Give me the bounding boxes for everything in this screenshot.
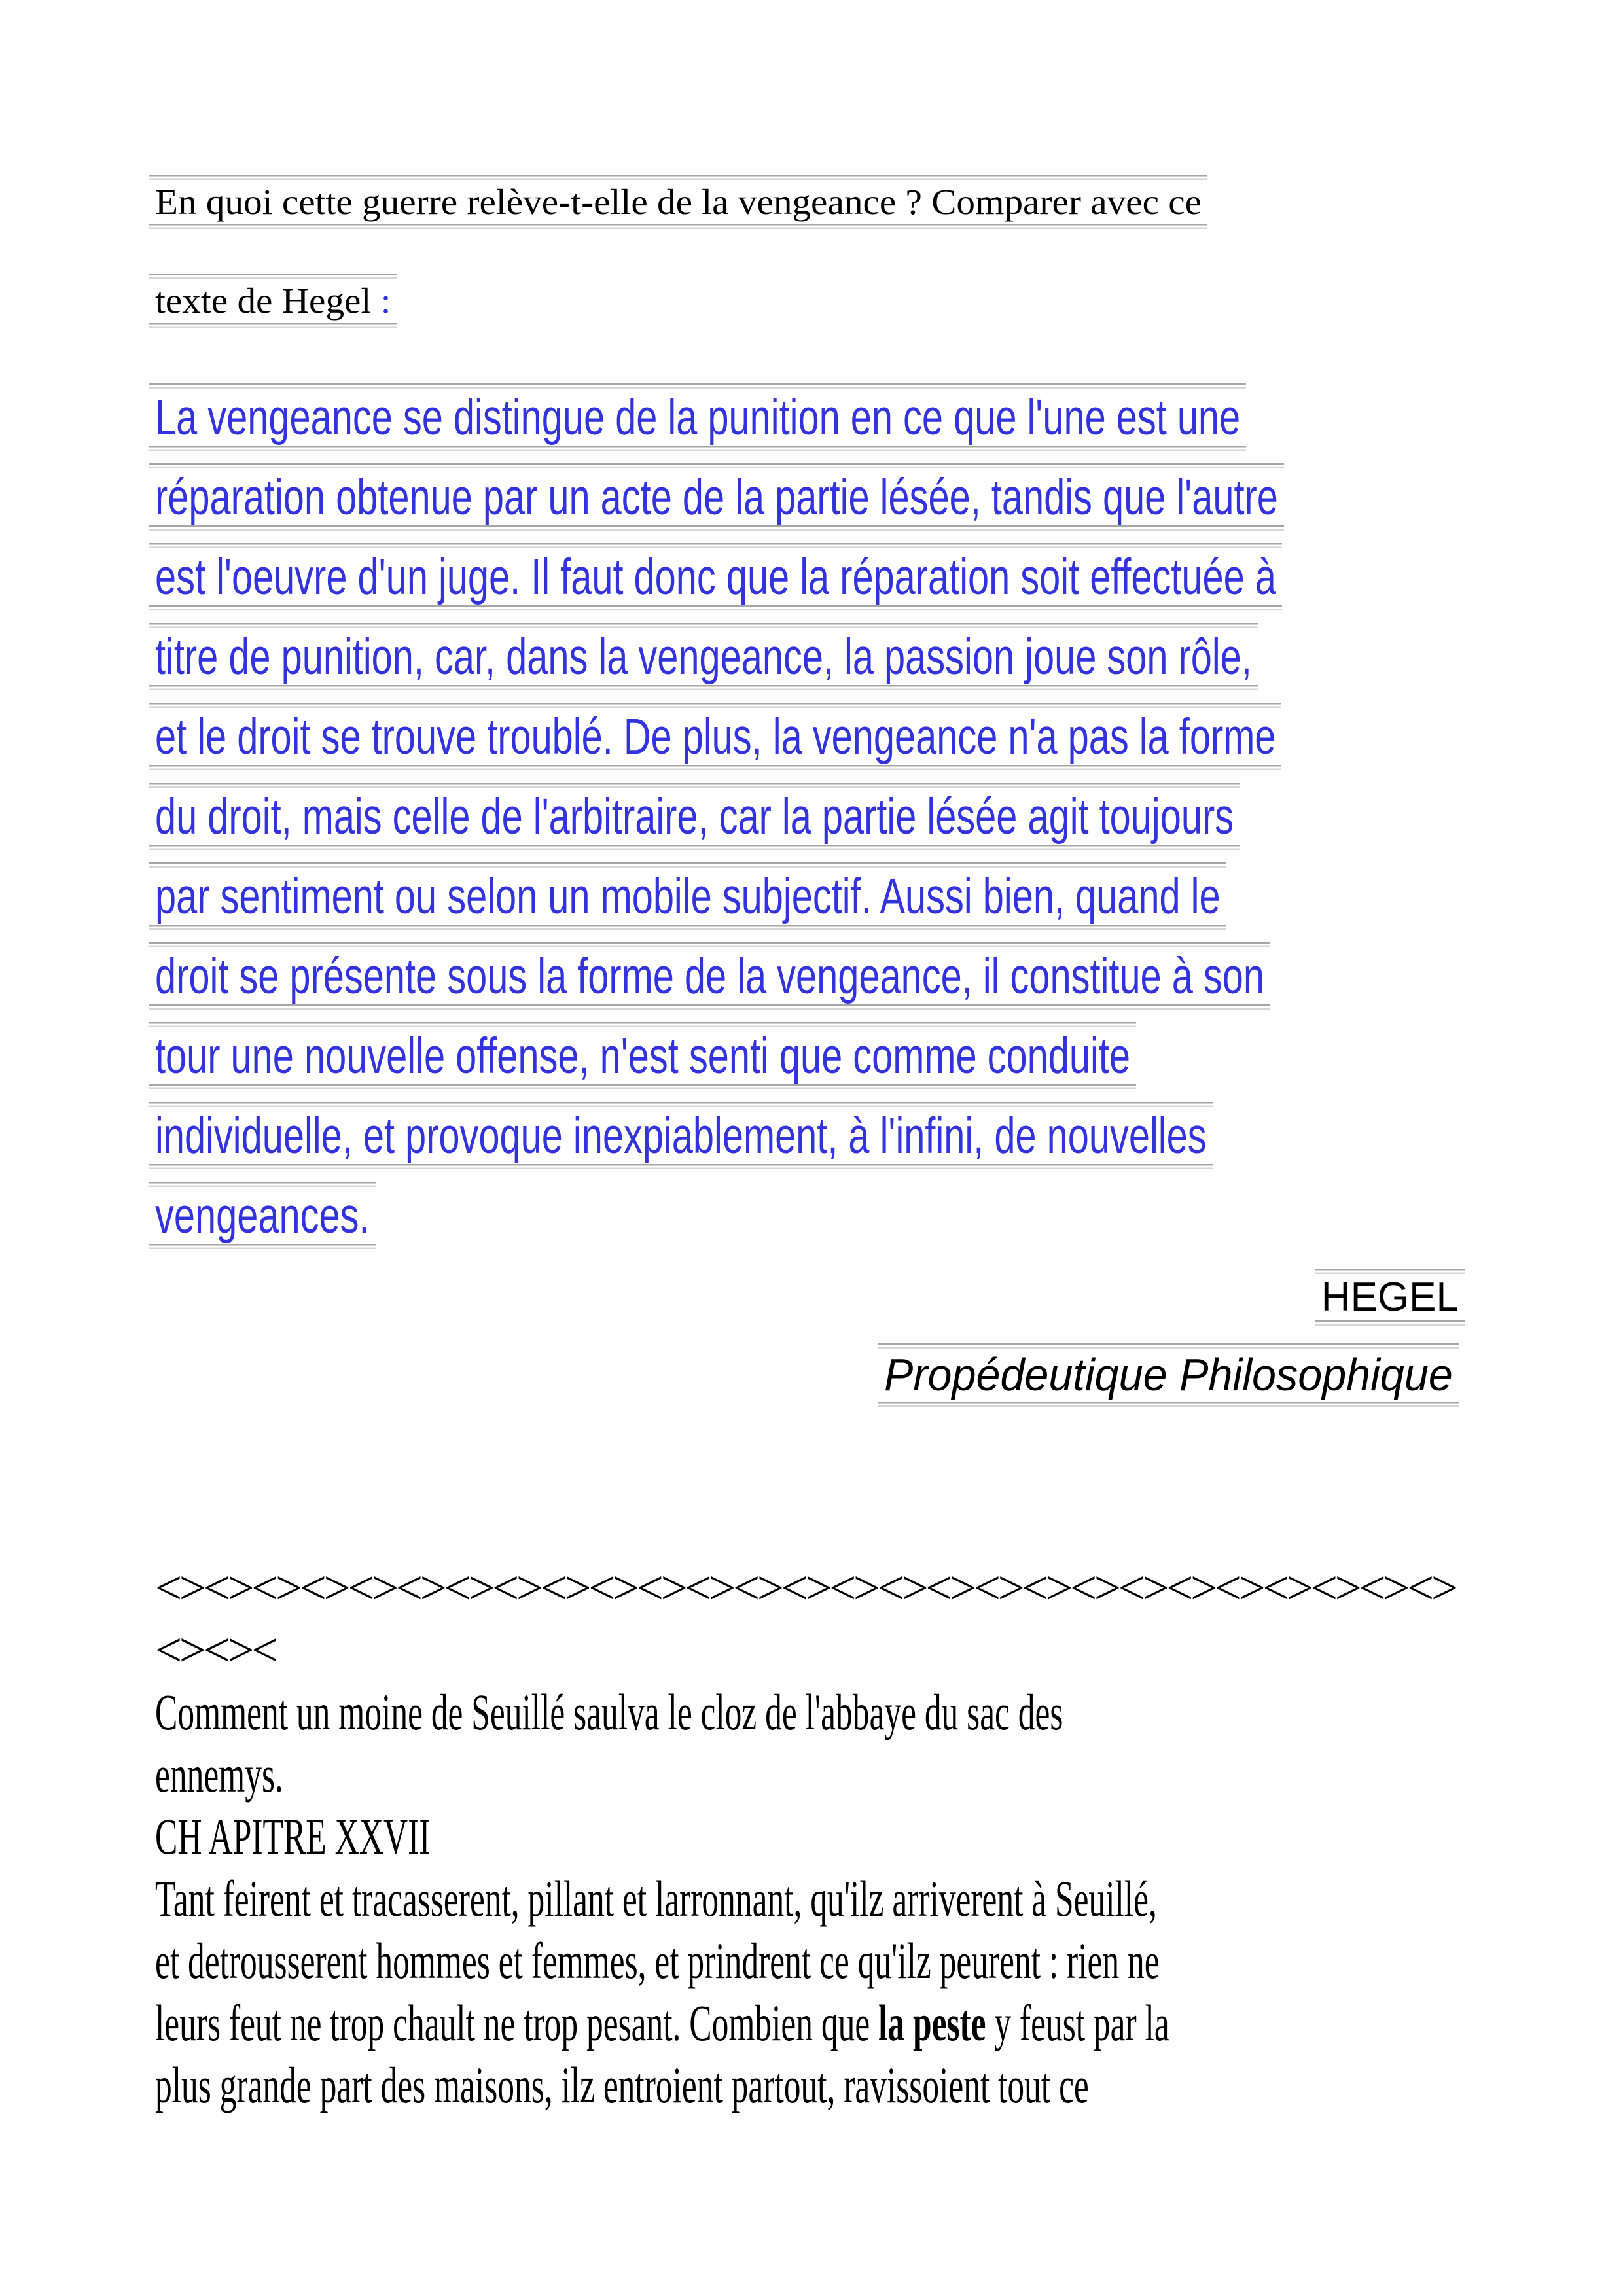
- body-line-text: Tant feirent et tracasserent, pillant et larronnant, qu'ilz arriverent à Seuillé,: [155, 1870, 1157, 1927]
- diamond-separator-row1: [155, 1557, 1465, 1619]
- divider-rule: [1315, 1320, 1465, 1326]
- question-line-text: En quoi cette guerre relève-t-elle de la vengeance ? Comparer avec ce: [155, 182, 1202, 222]
- divider-rule: [149, 383, 1246, 389]
- quote-line: [149, 703, 1281, 770]
- divider-rule: [149, 1102, 1213, 1107]
- divider-rule: [149, 525, 1284, 531]
- quote-line-text: La vengeance se distingue de la punition en ce que l'une est une: [155, 389, 1241, 446]
- quote-line: [149, 1182, 376, 1249]
- quote-line: [149, 1022, 1136, 1089]
- divider-rule: [149, 1022, 1136, 1027]
- attribution-author: HEGEL: [1321, 1275, 1459, 1320]
- question-line-text: [155, 279, 391, 323]
- divider-rule: [149, 224, 1207, 229]
- question-line: [149, 274, 397, 328]
- divider-rule: [878, 1343, 1459, 1349]
- quote-line-text: vengeances.: [155, 1188, 370, 1244]
- body-line-text: Comment un moine de Seuillé saulva le cloz de l'abbaye du sac des: [155, 1684, 1063, 1740]
- attribution-work-block: [149, 1343, 1465, 1407]
- quote-line-text: tour une nouvelle offense, n'est senti que comme conduite: [155, 1028, 1130, 1084]
- divider-rule: [149, 175, 1207, 180]
- question-line2-black: texte de Hegel: [155, 281, 372, 321]
- quote-line: [149, 1102, 1213, 1169]
- divider-rule: [149, 783, 1240, 788]
- body-line: [155, 1681, 1465, 1743]
- body-line6-post: y feust par la: [986, 1994, 1169, 2051]
- chapter-heading-text: CH APITRE XXVII: [155, 1808, 431, 1865]
- body-line-text: ennemys.: [155, 1746, 283, 1803]
- question-line: [149, 175, 1207, 229]
- diamond-separator-row2: [155, 1619, 1465, 1681]
- body-line: [155, 1992, 1465, 2054]
- divider-rule: [149, 623, 1258, 628]
- quote-line-text: titre de punition, car, dans la vengeance, la passion joue son rôle,: [155, 629, 1252, 685]
- divider-rule: [149, 685, 1258, 690]
- quote-line: [149, 623, 1258, 690]
- quote-line-text: individuelle, et provoque inexpiablement, à l'infini, de nouvelles: [155, 1108, 1207, 1164]
- quote-line-text: réparation obtenue par un acte de la partie lésée, tandis que l'autre: [155, 469, 1278, 525]
- divider-rule: [149, 845, 1240, 850]
- diamond-chain: <><><><><><><><><><><><><><><><><><><><><><><><><><><>: [155, 1561, 1455, 1614]
- divider-rule: [878, 1402, 1459, 1407]
- quote-line-text: par sentiment ou selon un mobile subjectif. Aussi bien, quand le: [155, 868, 1221, 925]
- quote-line: [149, 383, 1246, 451]
- quote-line: [149, 463, 1284, 531]
- quote-line: [149, 783, 1240, 850]
- hegel-quote-paragraph: [149, 383, 1465, 1249]
- divider-rule: [149, 862, 1226, 868]
- quote-line-text: est l'oeuvre d'un juge. Il faut donc que la réparation soit effectuée à: [155, 549, 1276, 605]
- attribution-author-line: [1315, 1269, 1465, 1326]
- body-line-text: et detrousserent hommes et femmes, et prindrent ce qu'ilz peurent : rien ne: [155, 1932, 1160, 1989]
- question-paragraph: [149, 175, 1465, 328]
- divider-rule: [149, 323, 397, 328]
- body-line: [155, 1867, 1465, 1930]
- quote-line-text: droit se présente sous la forme de la vengeance, il constitue à son: [155, 948, 1264, 1004]
- divider-rule: [1315, 1269, 1465, 1274]
- divider-rule: [149, 765, 1281, 770]
- divider-rule: [149, 605, 1282, 610]
- divider-rule: [149, 446, 1246, 451]
- divider-rule: [149, 1084, 1136, 1089]
- body-line: [155, 1743, 1465, 1805]
- divider-rule: [149, 942, 1270, 947]
- chapter-heading: [155, 1805, 1465, 1867]
- body-line6-bold: la peste: [878, 1994, 986, 2051]
- divider-rule: [149, 1244, 376, 1249]
- attribution-work: Propédeutique Philosophique: [884, 1349, 1454, 1400]
- body-line-text: [155, 1992, 1169, 2054]
- quote-line-text: du droit, mais celle de l'arbitraire, car la partie lésée agit toujours: [155, 788, 1234, 845]
- body-text: [149, 1557, 1465, 2116]
- quote-line: [149, 942, 1270, 1010]
- divider-rule: [149, 1164, 1213, 1169]
- divider-rule: [149, 703, 1281, 708]
- body-line: [155, 2054, 1465, 2116]
- diamond-chain: <><><: [155, 1623, 276, 1676]
- divider-rule: [149, 1004, 1270, 1010]
- body-line6-pre: leurs feut ne trop chault ne trop pesant. Combien que: [155, 1994, 879, 2051]
- attribution-work-line: [878, 1343, 1459, 1407]
- divider-rule: [149, 274, 397, 279]
- quote-line-text: et le droit se trouve troublé. De plus, la vengeance n'a pas la forme: [155, 709, 1276, 765]
- body-line: [155, 1930, 1465, 1992]
- divider-rule: [149, 1182, 376, 1187]
- divider-rule: [149, 463, 1284, 468]
- question-line2-colon: :: [371, 281, 391, 321]
- divider-rule: [149, 543, 1282, 548]
- attribution-author-block: [149, 1269, 1465, 1326]
- quote-line: [149, 862, 1226, 930]
- body-line-text: plus grande part des maisons, ilz entroient partout, ravissoient tout ce: [155, 2057, 1089, 2113]
- divider-rule: [149, 925, 1226, 930]
- quote-line: [149, 543, 1282, 610]
